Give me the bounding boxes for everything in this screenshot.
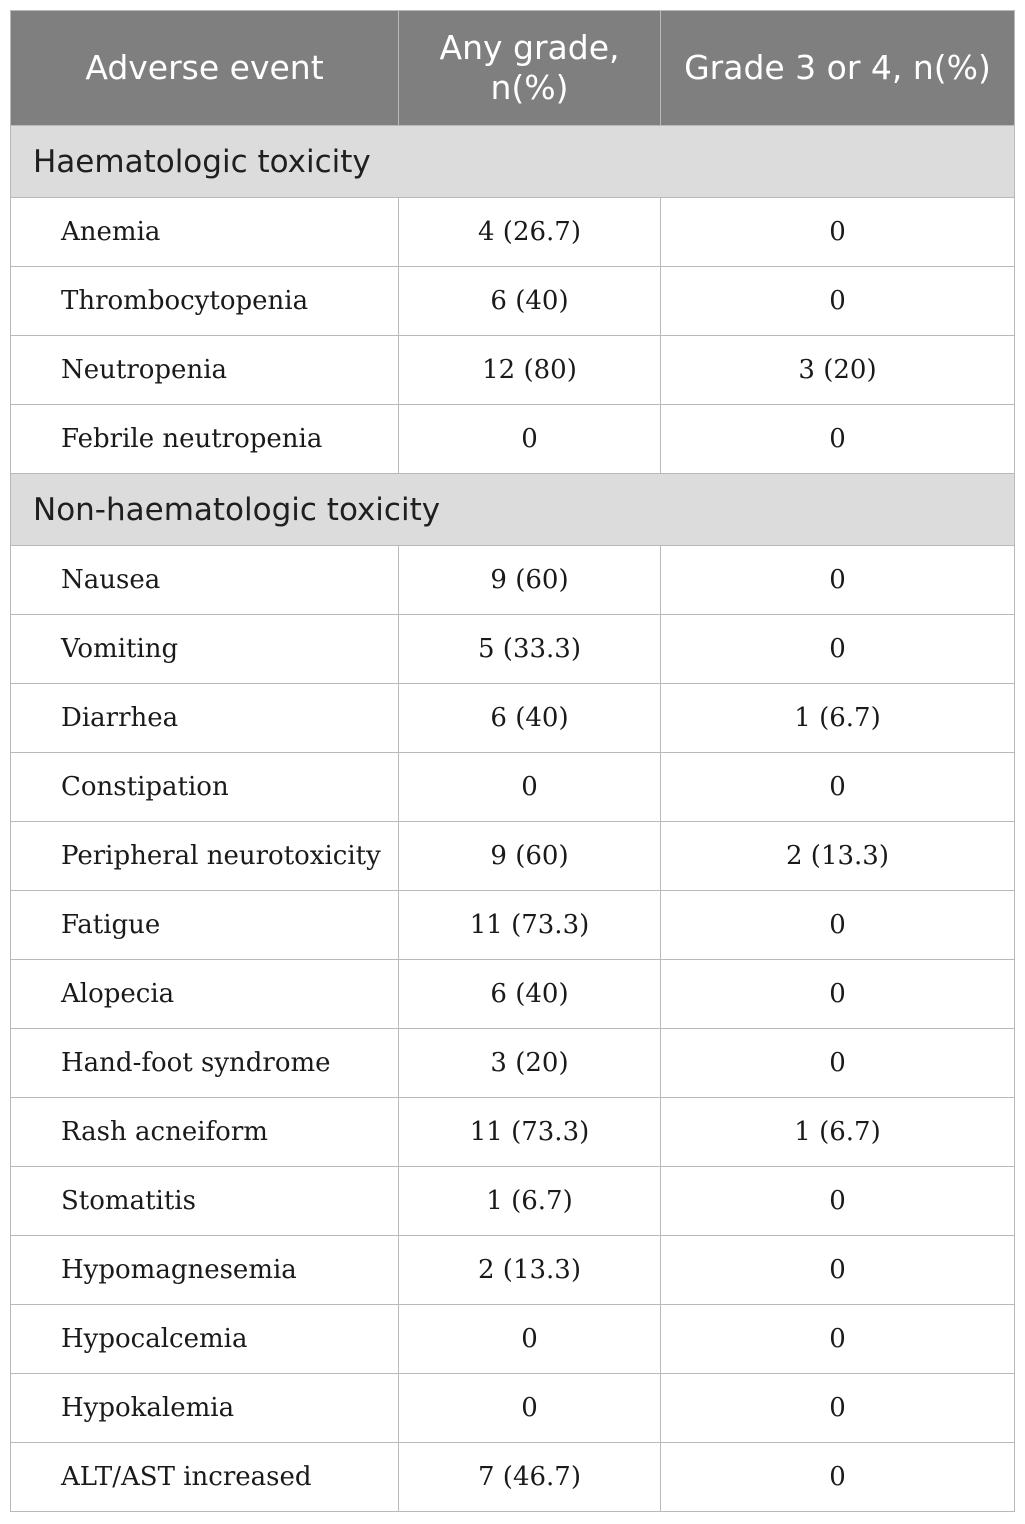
any-grade-cell: 0 [399,405,661,474]
any-grade-cell: 7 (46.7) [399,1443,661,1512]
table-row [11,1236,1015,1305]
adverse-events-table [10,10,1015,1512]
any-grade-cell: 6 (40) [399,960,661,1029]
grade-3-or-4-cell: 0 [661,546,1015,615]
table-row [11,267,1015,336]
event-name-cell: Stomatitis [11,1167,399,1236]
section-row [11,126,1015,198]
table-row [11,1029,1015,1098]
table-row [11,1098,1015,1167]
event-name-cell: Alopecia [11,960,399,1029]
event-name-cell: Diarrhea [11,684,399,753]
grade-3-or-4-cell: 0 [661,753,1015,822]
grade-3-or-4-cell: 0 [661,891,1015,960]
grade-3-or-4-cell: 0 [661,405,1015,474]
event-name-cell: Hypocalcemia [11,1305,399,1374]
event-name-cell: Constipation [11,753,399,822]
table-row [11,1167,1015,1236]
table-row [11,684,1015,753]
grade-3-or-4-cell: 0 [661,1236,1015,1305]
table-row [11,960,1015,1029]
event-name-cell: Rash acneiform [11,1098,399,1167]
any-grade-cell: 11 (73.3) [399,1098,661,1167]
grade-3-or-4-cell: 0 [661,1443,1015,1512]
grade-3-or-4-cell: 1 (6.7) [661,684,1015,753]
grade-3-or-4-cell: 0 [661,267,1015,336]
event-name-cell: Neutropenia [11,336,399,405]
any-grade-cell: 4 (26.7) [399,198,661,267]
grade-3-or-4-cell: 2 (13.3) [661,822,1015,891]
event-name-cell: Thrombocytopenia [11,267,399,336]
table-row [11,1443,1015,1512]
table-row [11,405,1015,474]
table-row [11,753,1015,822]
grade-3-or-4-cell: 0 [661,1374,1015,1443]
any-grade-cell: 5 (33.3) [399,615,661,684]
event-name-cell: Febrile neutropenia [11,405,399,474]
table-row [11,822,1015,891]
section-title: Non-haematologic toxicity [11,474,1015,546]
grade-3-or-4-cell: 3 (20) [661,336,1015,405]
any-grade-cell: 11 (73.3) [399,891,661,960]
event-name-cell: Hypomagnesemia [11,1236,399,1305]
any-grade-cell: 9 (60) [399,546,661,615]
event-name-cell: Hand-foot syndrome [11,1029,399,1098]
grade-3-or-4-cell: 0 [661,198,1015,267]
table-row [11,615,1015,684]
section-title: Haematologic toxicity [11,126,1015,198]
event-name-cell: Vomiting [11,615,399,684]
grade-3-or-4-cell: 0 [661,1029,1015,1098]
event-name-cell: Anemia [11,198,399,267]
grade-3-or-4-cell: 0 [661,615,1015,684]
any-grade-cell: 2 (13.3) [399,1236,661,1305]
any-grade-cell: 1 (6.7) [399,1167,661,1236]
table-body [11,126,1015,1512]
table-row [11,198,1015,267]
header-grade-3-or-4: Grade 3 or 4, n(%) [661,11,1015,126]
any-grade-cell: 0 [399,753,661,822]
header-any-grade: Any grade, n(%) [399,11,661,126]
any-grade-cell: 3 (20) [399,1029,661,1098]
grade-3-or-4-cell: 0 [661,960,1015,1029]
event-name-cell: Peripheral neurotoxicity [11,822,399,891]
section-row [11,474,1015,546]
header-row [11,11,1015,126]
any-grade-cell: 0 [399,1305,661,1374]
table-row [11,546,1015,615]
any-grade-cell: 12 (80) [399,336,661,405]
table-row [11,1374,1015,1443]
any-grade-cell: 6 (40) [399,267,661,336]
grade-3-or-4-cell: 0 [661,1167,1015,1236]
table-row [11,891,1015,960]
header-adverse-event: Adverse event [11,11,399,126]
event-name-cell: Hypokalemia [11,1374,399,1443]
any-grade-cell: 6 (40) [399,684,661,753]
event-name-cell: Nausea [11,546,399,615]
table-row [11,1305,1015,1374]
grade-3-or-4-cell: 1 (6.7) [661,1098,1015,1167]
any-grade-cell: 0 [399,1374,661,1443]
event-name-cell: ALT/AST increased [11,1443,399,1512]
event-name-cell: Fatigue [11,891,399,960]
table-row [11,336,1015,405]
grade-3-or-4-cell: 0 [661,1305,1015,1374]
any-grade-cell: 9 (60) [399,822,661,891]
